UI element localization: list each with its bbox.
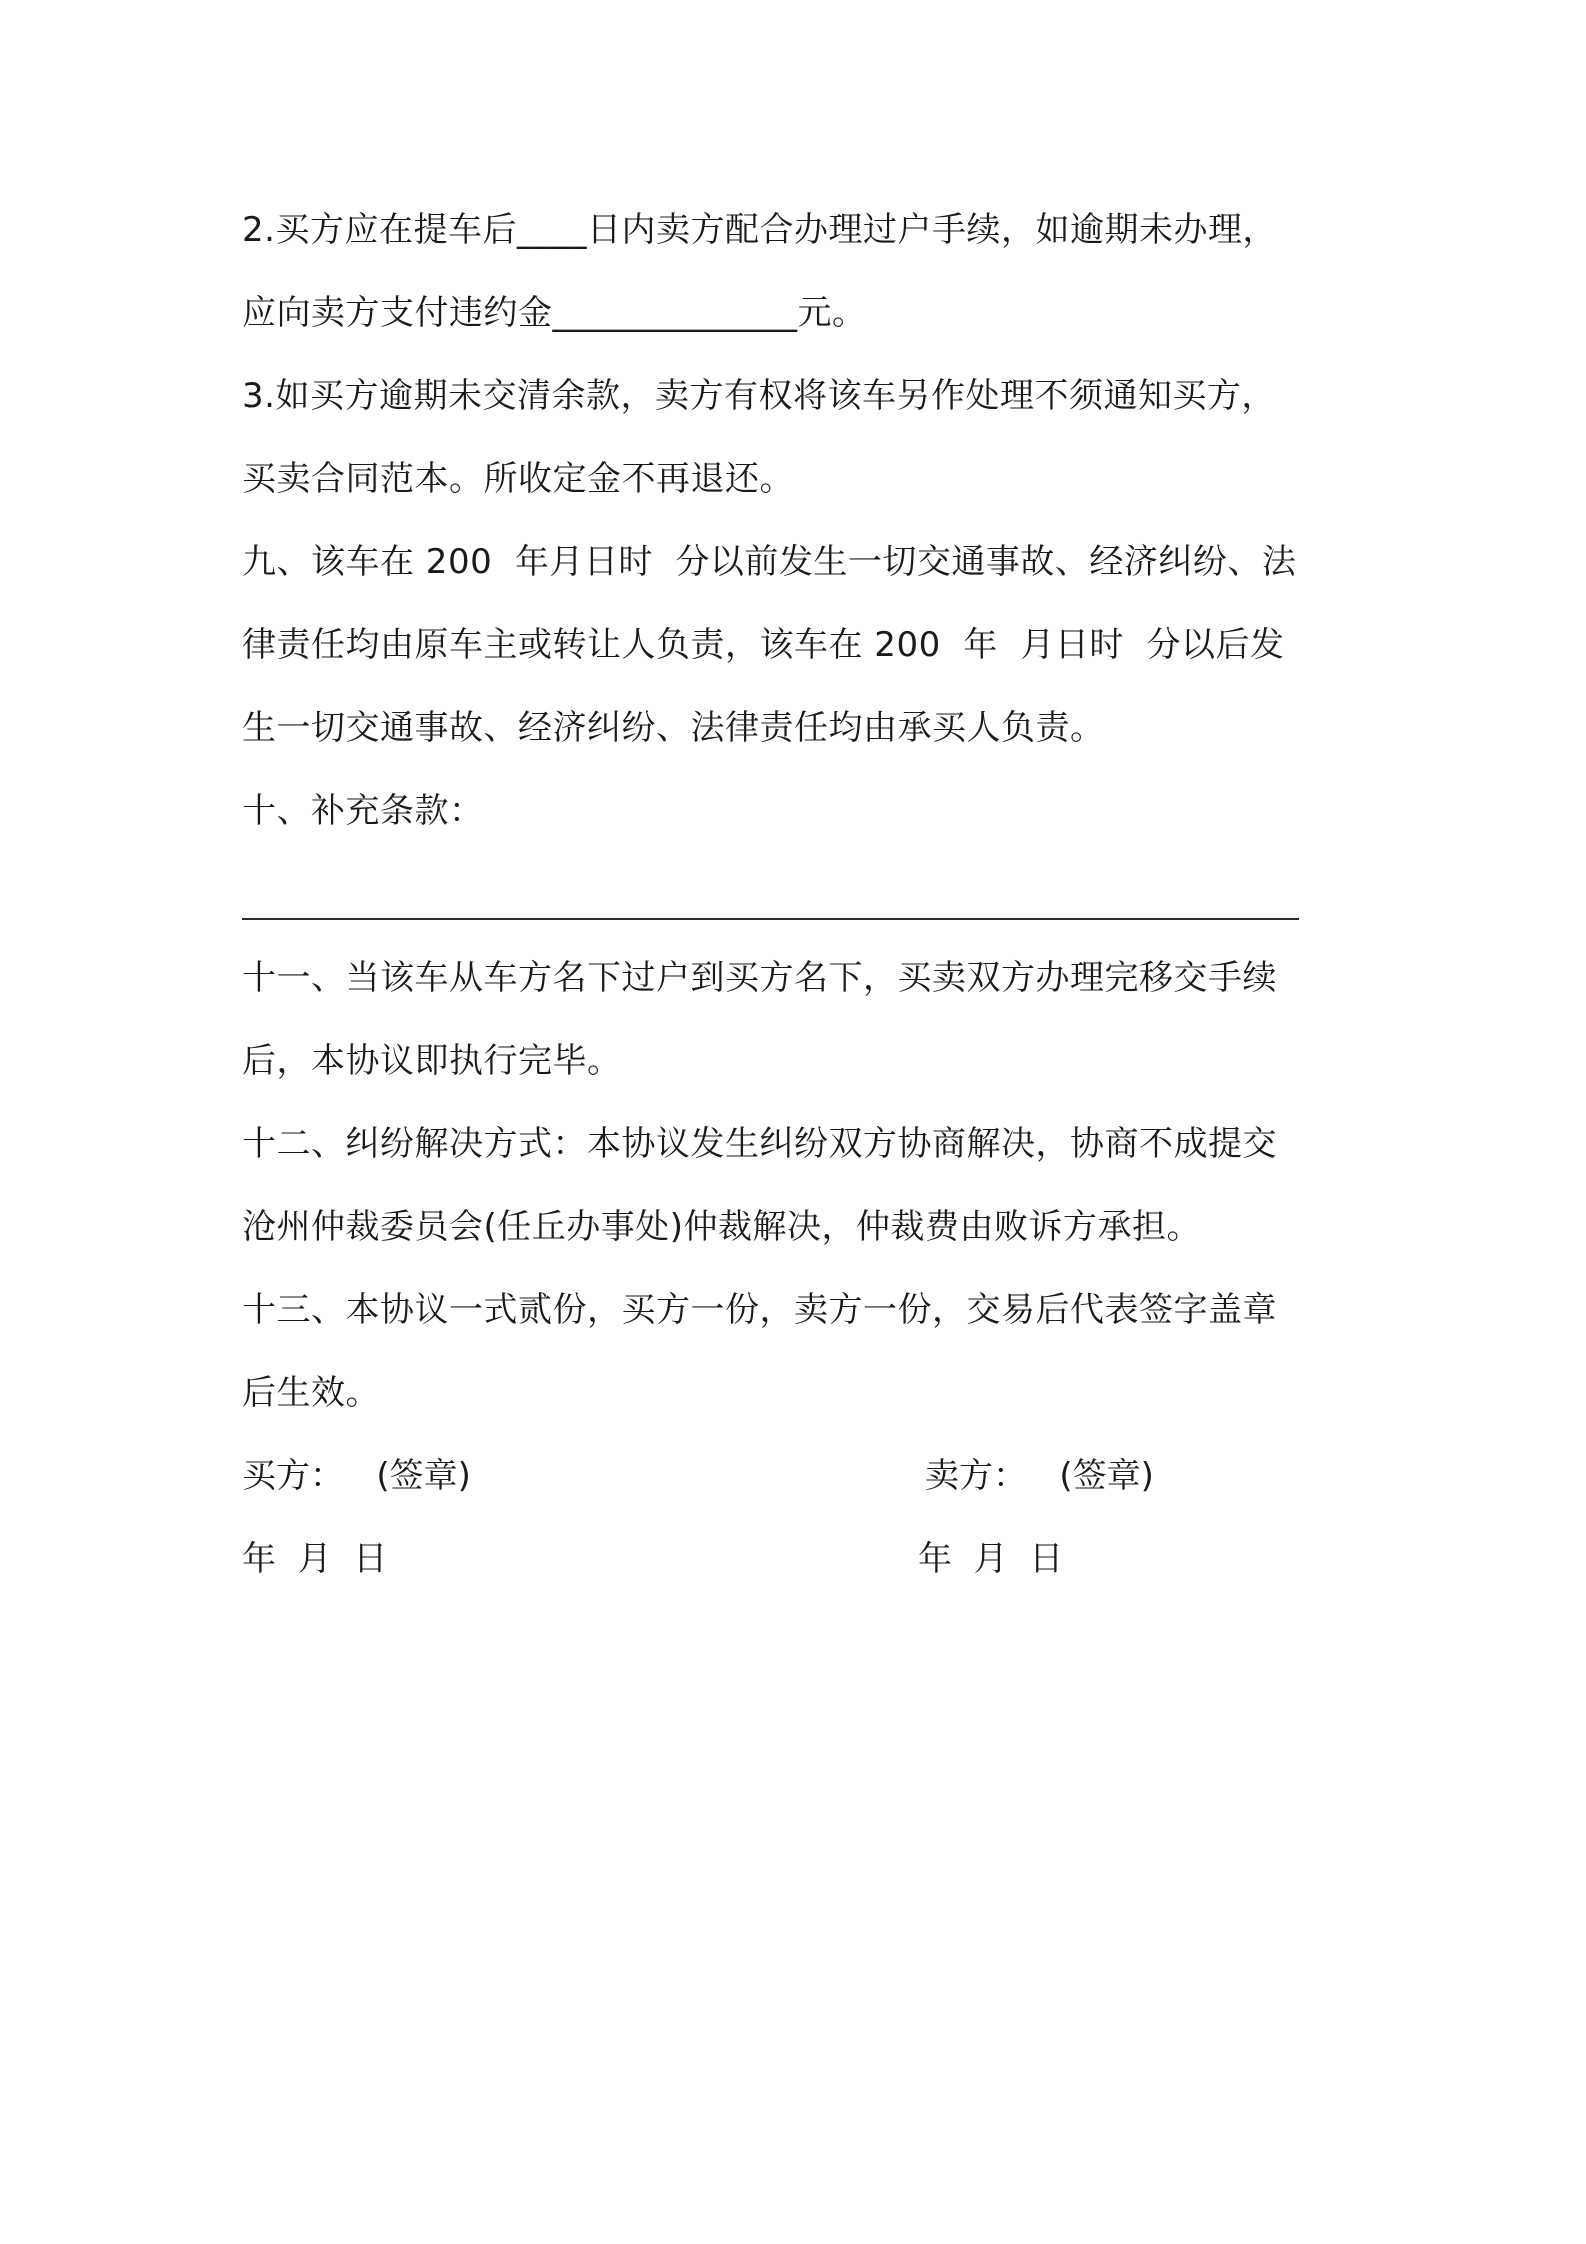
clause-9-line-2: 律责任均由原车主或转让人负责，该车在 200 年 月日时 分以后发 bbox=[242, 625, 1285, 665]
clause-12-line-1: 十二、纠纷解决方式：本协议发生纠纷双方协商解决，协商不成提交 bbox=[242, 1124, 1277, 1164]
seller-signature-label: 卖方： (签章) bbox=[925, 1456, 1154, 1496]
clause-10-heading: 十、补充条款： bbox=[242, 791, 484, 831]
clause-8-3-line-2: 买卖合同范本。所收定金不再退还。 bbox=[242, 459, 794, 499]
clause-12-line-2: 沧州仲裁委员会(任丘办事处)仲裁解决，仲裁费由败诉方承担。 bbox=[242, 1207, 1202, 1247]
buyer-date: 年 月 日 bbox=[242, 1539, 388, 1579]
buyer-signature-label: 买方： (签章) bbox=[242, 1456, 471, 1496]
clause-8-2-line-2: 应向卖方支付违约金______________元。 bbox=[242, 293, 867, 333]
clause-9-line-1: 九、该车在 200 年月日时 分以前发生一切交通事故、经济纠纷、法 bbox=[242, 542, 1297, 582]
clause-11-line-1: 十一、当该车从车方名下过户到买方名下，买卖双方办理完移交手续 bbox=[242, 958, 1277, 998]
clause-13-line-2: 后生效。 bbox=[242, 1373, 380, 1413]
clause-8-2-line-1: 2.买方应在提车后____日内卖方配合办理过户手续，如逾期未办理， bbox=[242, 210, 1277, 250]
supplementary-terms-blank-line bbox=[242, 918, 1299, 920]
clause-8-3-line-1: 3.如买方逾期未交清余款，卖方有权将该车另作处理不须通知买方， bbox=[242, 376, 1276, 416]
clause-9-line-3: 生一切交通事故、经济纠纷、法律责任均由承买人负责。 bbox=[242, 708, 1105, 748]
seller-date: 年 月 日 bbox=[918, 1539, 1064, 1579]
clause-11-line-2: 后，本协议即执行完毕。 bbox=[242, 1041, 622, 1081]
clause-13-line-1: 十三、本协议一式贰份，买方一份，卖方一份，交易后代表签字盖章 bbox=[242, 1290, 1277, 1330]
